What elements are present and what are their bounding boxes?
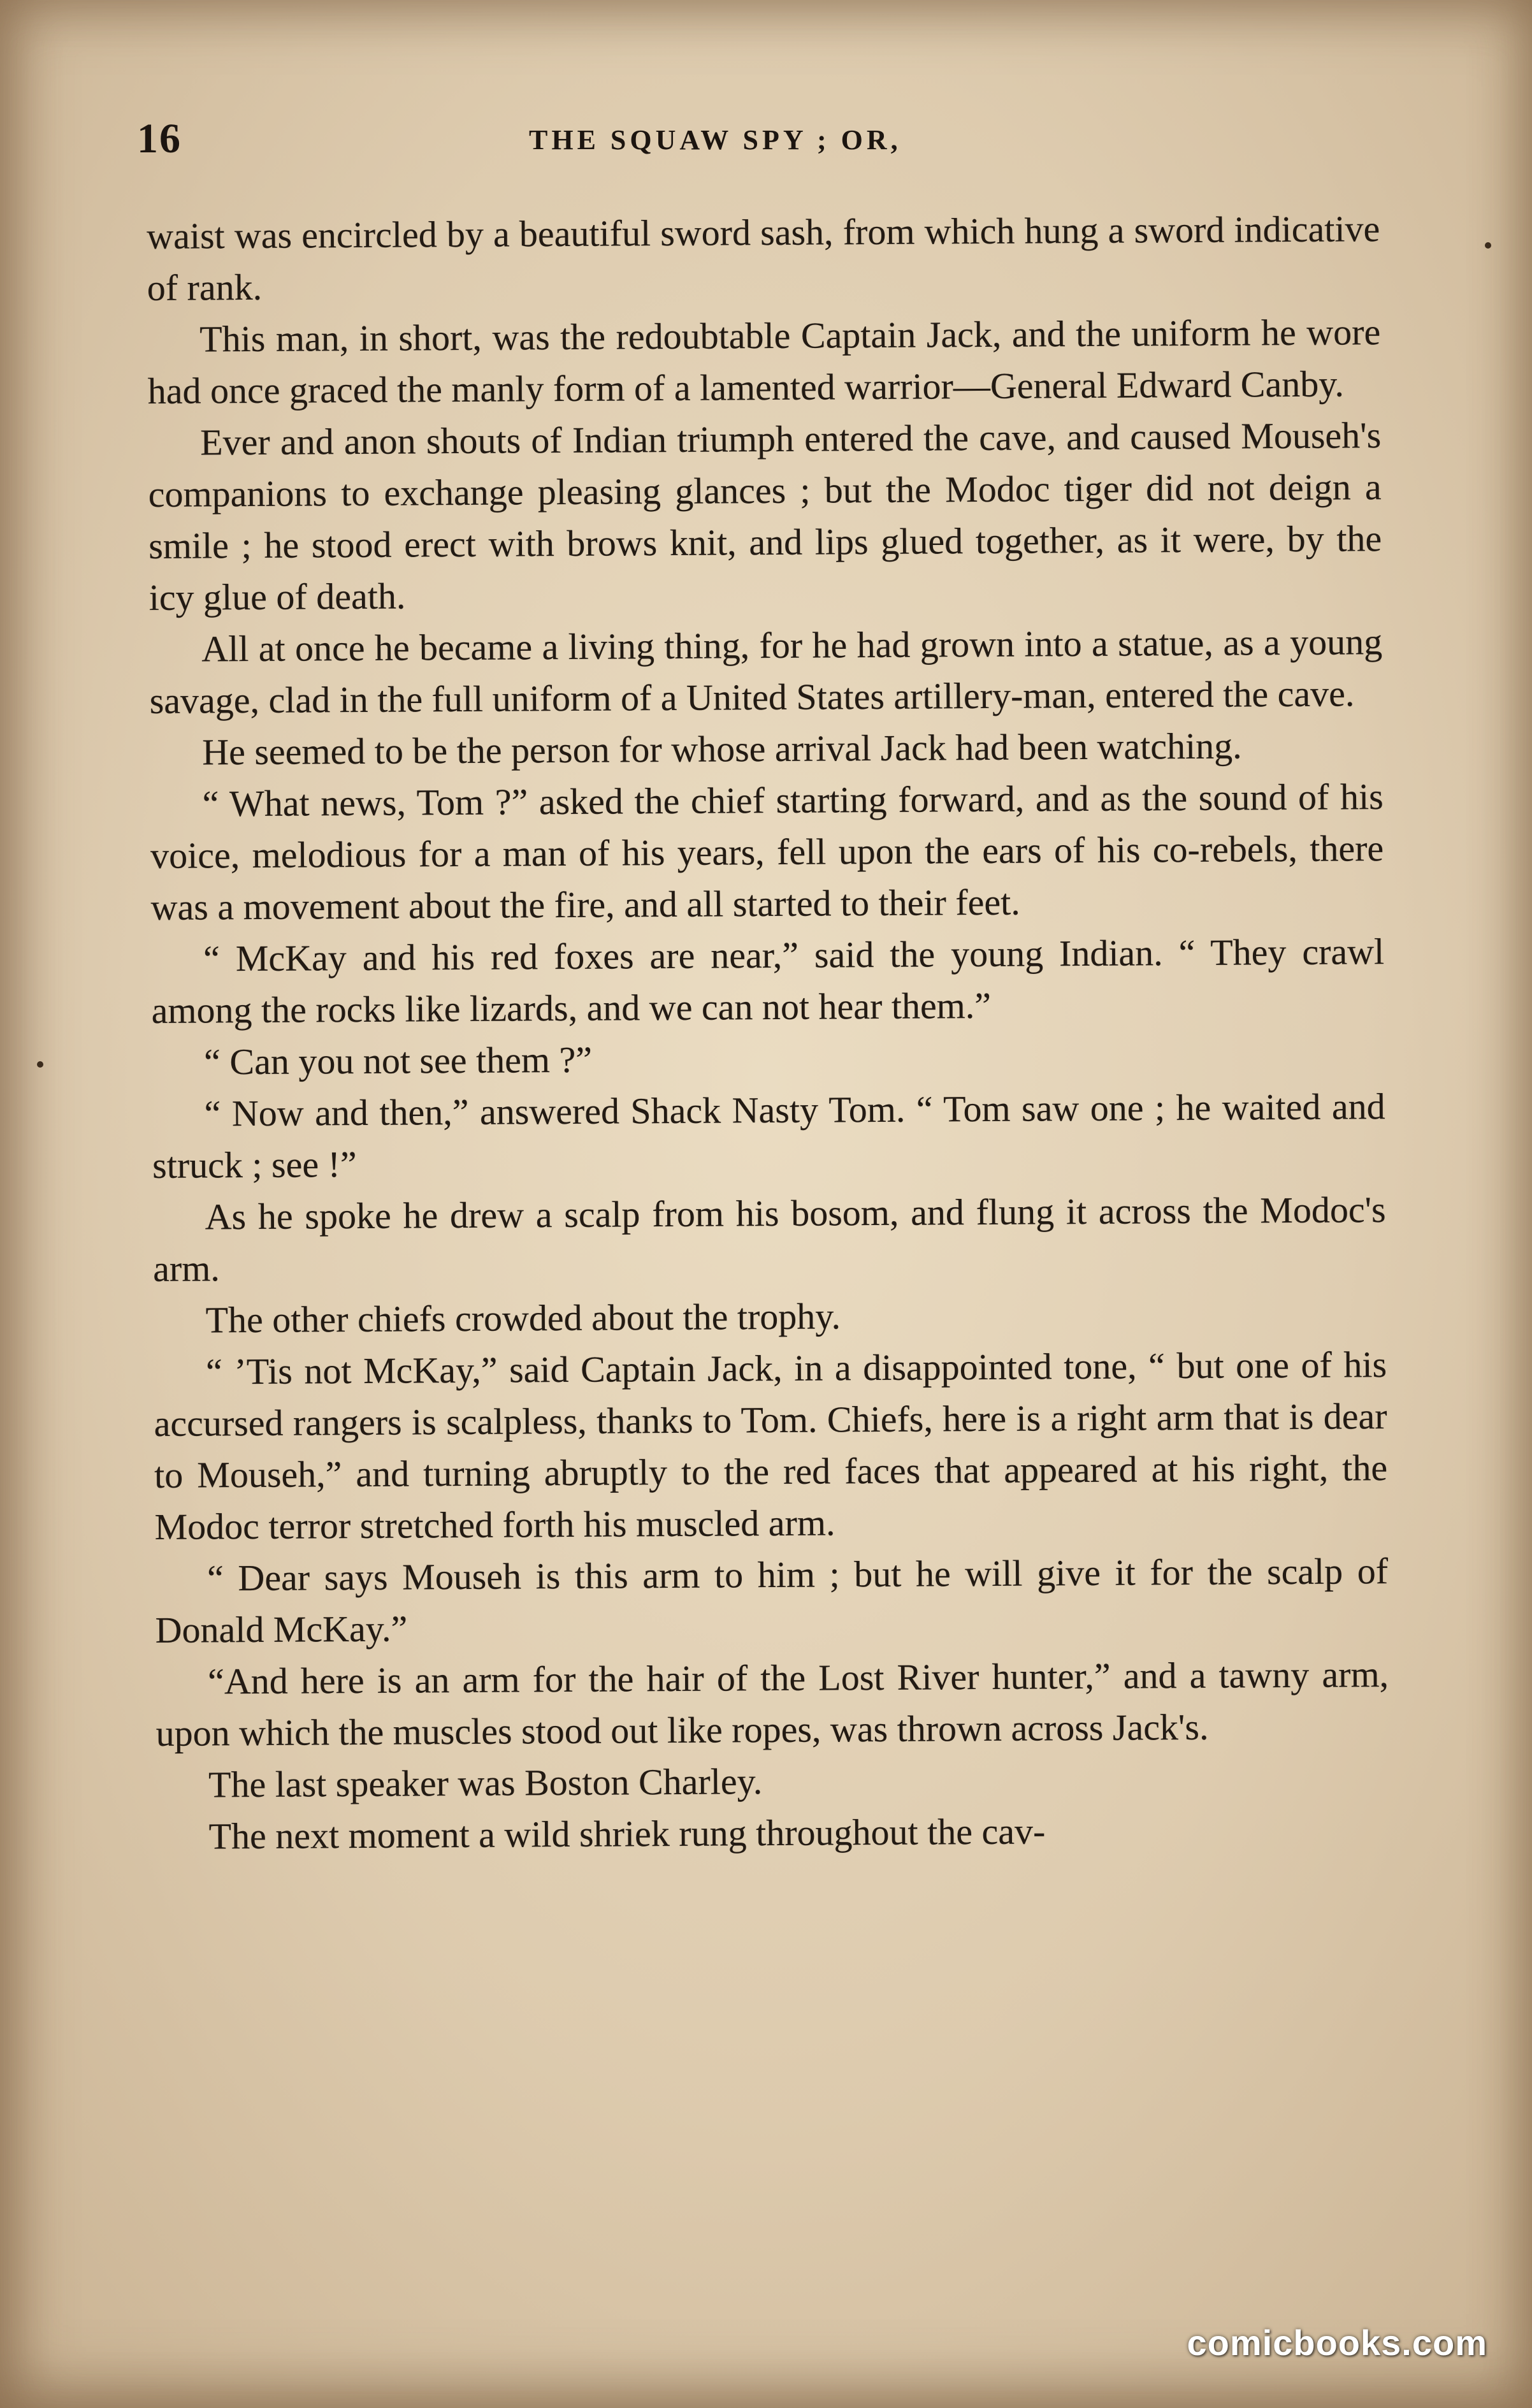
paragraph: “ Can you not see them ?” bbox=[203, 1038, 593, 1083]
paragraph: The other chiefs crowded about the trophy. bbox=[205, 1295, 841, 1341]
body-text bbox=[147, 203, 1390, 1862]
paragraph: As he spoke he drew a scalp from his bosom, and flung it across the Modoc's arm. bbox=[152, 1189, 1386, 1289]
page-number: 16 bbox=[137, 115, 182, 162]
paragraph: “ Now and then,” answered Shack Nasty Tom. “ Tom saw one ; he waited and struck ; see !” bbox=[152, 1085, 1385, 1186]
running-head: THE SQUAW SPY ; OR, bbox=[529, 124, 902, 156]
paragraph: waist was encircled by a beautiful sword sash, from which hung a sword indicative of rank. bbox=[147, 208, 1380, 308]
paragraph: All at once he became a living thing, for he had grown into a statue, as a young savage, clad in the full uniform of a United States artillery-man, entered the cave. bbox=[149, 621, 1383, 722]
page-header bbox=[137, 115, 1373, 166]
watermark: comicbooks.com bbox=[1187, 2323, 1487, 2363]
paragraph: “ Dear says Mouseh is this arm to him ; but he will give it for the scalp of Donald McKay.” bbox=[155, 1550, 1389, 1651]
ink-speck bbox=[37, 1061, 43, 1068]
paragraph: He seemed to be the person for whose arrival Jack had been watching. bbox=[201, 725, 1242, 773]
paragraph: “ McKay and his red foxes are near,” said the young Indian. “ They crawl among the rocks like lizards, and we can not hear them.” bbox=[151, 931, 1385, 1031]
paragraph: “ What news, Tom ?” asked the chief starting forward, and as the sound of his voice, melodious for a man of his years, fell upon the ears of his co-rebels, there was a movement about the fire, and all started to their feet. bbox=[150, 776, 1384, 928]
paragraph: “ ’Tis not McKay,” said Captain Jack, in a disappointed tone, “ but one of his accursed rangers is scalpless, thanks to Tom. Chiefs, here is a right arm that is dear to Mouseh,” and turning abruptly to the red faces that appeared at his right, the Modoc terror stretched forth his muscled arm. bbox=[154, 1344, 1388, 1548]
paragraph: Ever and anon shouts of Indian triumph entered the cave, and caused Mouseh's companions to exchange pleasing glances ; but the Modoc tiger did not deign a smile ; he stood erect with brows knit, and lips glued together, as it were, by the icy glue of death. bbox=[148, 414, 1382, 618]
paragraph: “And here is an arm for the hair of the Lost River hunter,” and a tawny arm, upon which the muscles stood out like ropes, was thrown across Jack's. bbox=[155, 1653, 1389, 1754]
ink-speck bbox=[1485, 242, 1491, 249]
paragraph: The next moment a wild shriek rung throughout the cav- bbox=[208, 1810, 1046, 1857]
paragraph: The last speaker was Boston Charley. bbox=[208, 1760, 763, 1806]
paragraph: This man, in short, was the redoubtable Captain Jack, and the uniform he wore had once graced the manly form of a lamented warrior—General Edward Canby. bbox=[147, 311, 1381, 412]
